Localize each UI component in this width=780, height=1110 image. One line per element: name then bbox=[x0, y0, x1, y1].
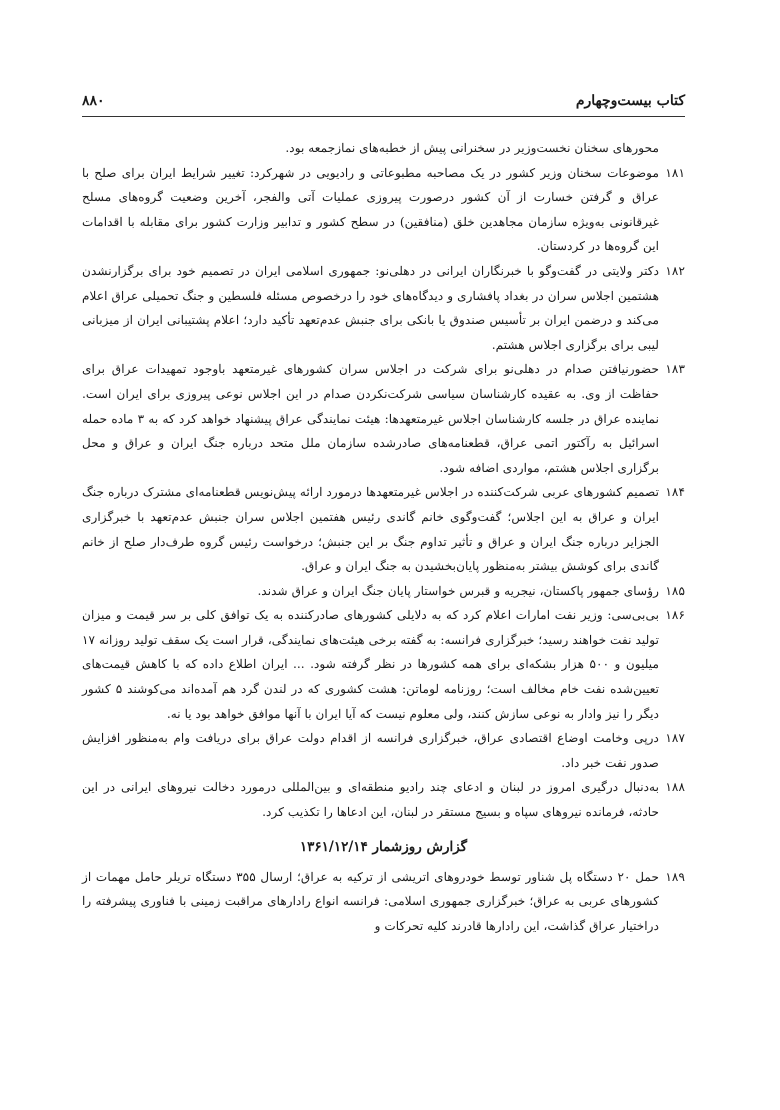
entry-text: تصمیم کشورهای عربی شرکت‌کننده در اجلاس غیرمتعهدها درمورد ارائه پیش‌نویس قطعنامه‌ای مشترک درباره جنگ ایران و عراق به این اجلاس؛ گفت‌وگوی خانم گاندی رئیس هفتمین اجلاس سران جنبش عدم‌تعهد با خبرگزاری الجزایر درباره جنگ ایران و عراق و تأثیر تداوم جنگ بر این جنبش؛ درخواست رئیس گروه طرف‌دار صلح از خانم گاندی برای کوشش بیشتر به‌منظور پایان‌بخشیدن به جنگ ایران و عراق. bbox=[82, 485, 659, 574]
intro-paragraph: محورهای سخنان نخست‌وزیر در سخنرانی پیش از خطبه‌های نمازجمعه بود. bbox=[285, 141, 659, 155]
book-title: کتاب بیست‌وچهارم bbox=[575, 93, 685, 109]
entry-text: درپی وخامت اوضاع اقتصادی عراق، خبرگزاری فرانسه از اقدام دولت عراق برای دریافت وام به‌منظور افزایش صدور نفت خبر داد. bbox=[82, 731, 659, 770]
entry-number: ۱۸۷ bbox=[665, 731, 685, 746]
entry-text: بی‌بی‌سی: وزیر نفت امارات اعلام کرد که به دلایلی کشورهای صادرکننده به یک توافق کلی بر سر قیمت و میزان تولید نفت خواهند رسید؛ خبرگزاری فرانسه: به گفته برخی هیئت‌های نمایندگی، قرار است یک سقف تولید روزانه ۱۷ میلیون و ۵۰۰ هزار بشکه‌ای برای همه کشورها در نظر گرفته شود. ... ایران اطلاع داده که با کاهش قیمت‌های تعیین‌شده نفت خام مخالف است؛ روزنامه لوماتن: هشت کشوری که در لندن گرد هم آمده‌اند می‌کوشند ۵ کشور دیگر را نیز وادار به نوعی سازش کنند، ولی معلوم نیست که آیا ایران با آنها موافق خواهد بود یا نه. bbox=[82, 608, 660, 721]
section-heading: گزارش روزشمار ۱۳۶۱/۱۲/۱۴ bbox=[299, 838, 468, 855]
entry-number: ۱۸۲ bbox=[665, 263, 685, 278]
entry-text: موضوعات سخنان وزیر کشور در یک مصاحبه مطبوعاتی و رادیویی در شهرکرد: تغییر شرایط ایران برای صلح با عراق و گرفتن خسارت از آن کشور درصورت پیروزی عملیات آتی والفجر، آخرین وضعیت گروه‌های مسلح غیرقانونی به‌ویژه سازمان مجاهدین خلق (منافقین) در سطح کشور و تدابیر وزارت کشور برای مقابله با اقدامات این گروه‌ها در کردستان. bbox=[82, 165, 659, 254]
entry-number: ۱۸۹ bbox=[665, 869, 685, 884]
entry-189 bbox=[82, 865, 685, 939]
entry-number: ۱۸۳ bbox=[665, 362, 685, 377]
page-body bbox=[82, 136, 685, 938]
entry-text: رؤسای جمهور پاکستان، نیجریه و قبرس خواستار پایان جنگ ایران و عراق شدند. bbox=[257, 583, 659, 598]
header-divider bbox=[82, 116, 685, 117]
entry-186 bbox=[82, 603, 685, 726]
running-header bbox=[82, 88, 685, 114]
entry-187 bbox=[82, 726, 685, 775]
entry-number: ۱۸۸ bbox=[665, 780, 685, 795]
entry-185 bbox=[82, 579, 685, 604]
entry-text: حمل ۲۰ دستگاه پل شناور توسط خودروهای اتریشی از ترکیه به عراق؛ ارسال ۳۵۵ دستگاه تریلر حامل مهمات از کشورهای عربی به عراق؛ خبرگزاری جمهوری اسلامی: فرانسه انواع رادارهای مراقبت زمینی با فناوری پیشرفته را دراختیار عراق گذاشت، این رادارها قادرند کلیه تحرکات و bbox=[82, 869, 660, 933]
entry-text: حضورنیافتن صدام در دهلی‌نو برای شرکت در اجلاس سران کشورهای غیرمتعهد باوجود تمهیدات عراق برای حفاظت از وی. به عقیده کارشناسان سیاسی شرکت‌نکردن صدام در این اجلاس نوعی پیروزی برای ایران است. نماینده عراق در جلسه کارشناسان اجلاس غیرمتعهدها: هیئت نمایندگی عراق پیشنهاد خواهد کرد که به ۳ ماده حمله اسرائیل به رآکتور اتمی عراق، قطعنامه‌های صادرشده سازمان ملل متحد درباره جنگ ایران و عراق و محل برگزاری اجلاس هشتم، مواردی اضافه شود. bbox=[82, 362, 659, 475]
entry-181 bbox=[82, 161, 685, 259]
entry-number: ۱۸۶ bbox=[665, 608, 685, 623]
entry-text: به‌دنبال درگیری امروز در لبنان و ادعای چند رادیو منطقه‌ای و بین‌المللی درمورد دخالت نیروهای ایرانی در این حادثه، فرمانده نیروهای سپاه و بسیج مستقر در لبنان، این ادعاها را تکذیب کرد. bbox=[82, 780, 659, 820]
entry-list bbox=[82, 161, 685, 825]
entry-182 bbox=[82, 259, 685, 357]
entry-number: ۱۸۵ bbox=[665, 583, 685, 598]
entry-list-continued bbox=[82, 865, 685, 939]
entry-number: ۱۸۴ bbox=[665, 485, 685, 500]
entry-183 bbox=[82, 357, 685, 480]
page-number: ۸۸۰ bbox=[82, 93, 105, 109]
entry-number: ۱۸۱ bbox=[665, 165, 685, 180]
entry-text: دکتر ولایتی در گفت‌وگو با خبرنگاران ایرانی در دهلی‌نو: جمهوری اسلامی ایران در تصمیم خود برای برگزارنشدن هشتمین اجلاس سران در بغداد پافشاری و دیدگاه‌های خود را درخصوص مسئله فلسطین و جنگ تحمیلی عراق اعلام می‌کند و درضمن ایران بر تأسیس صندوق یا بانکی برای جنبش عدم‌تعهد تأکید دارد؛ اعلام پشتیبانی ایران از میزبانی لیبی برای برگزاری اجلاس هشتم. bbox=[82, 263, 659, 352]
entry-184 bbox=[82, 480, 685, 578]
entry-188 bbox=[82, 775, 685, 824]
